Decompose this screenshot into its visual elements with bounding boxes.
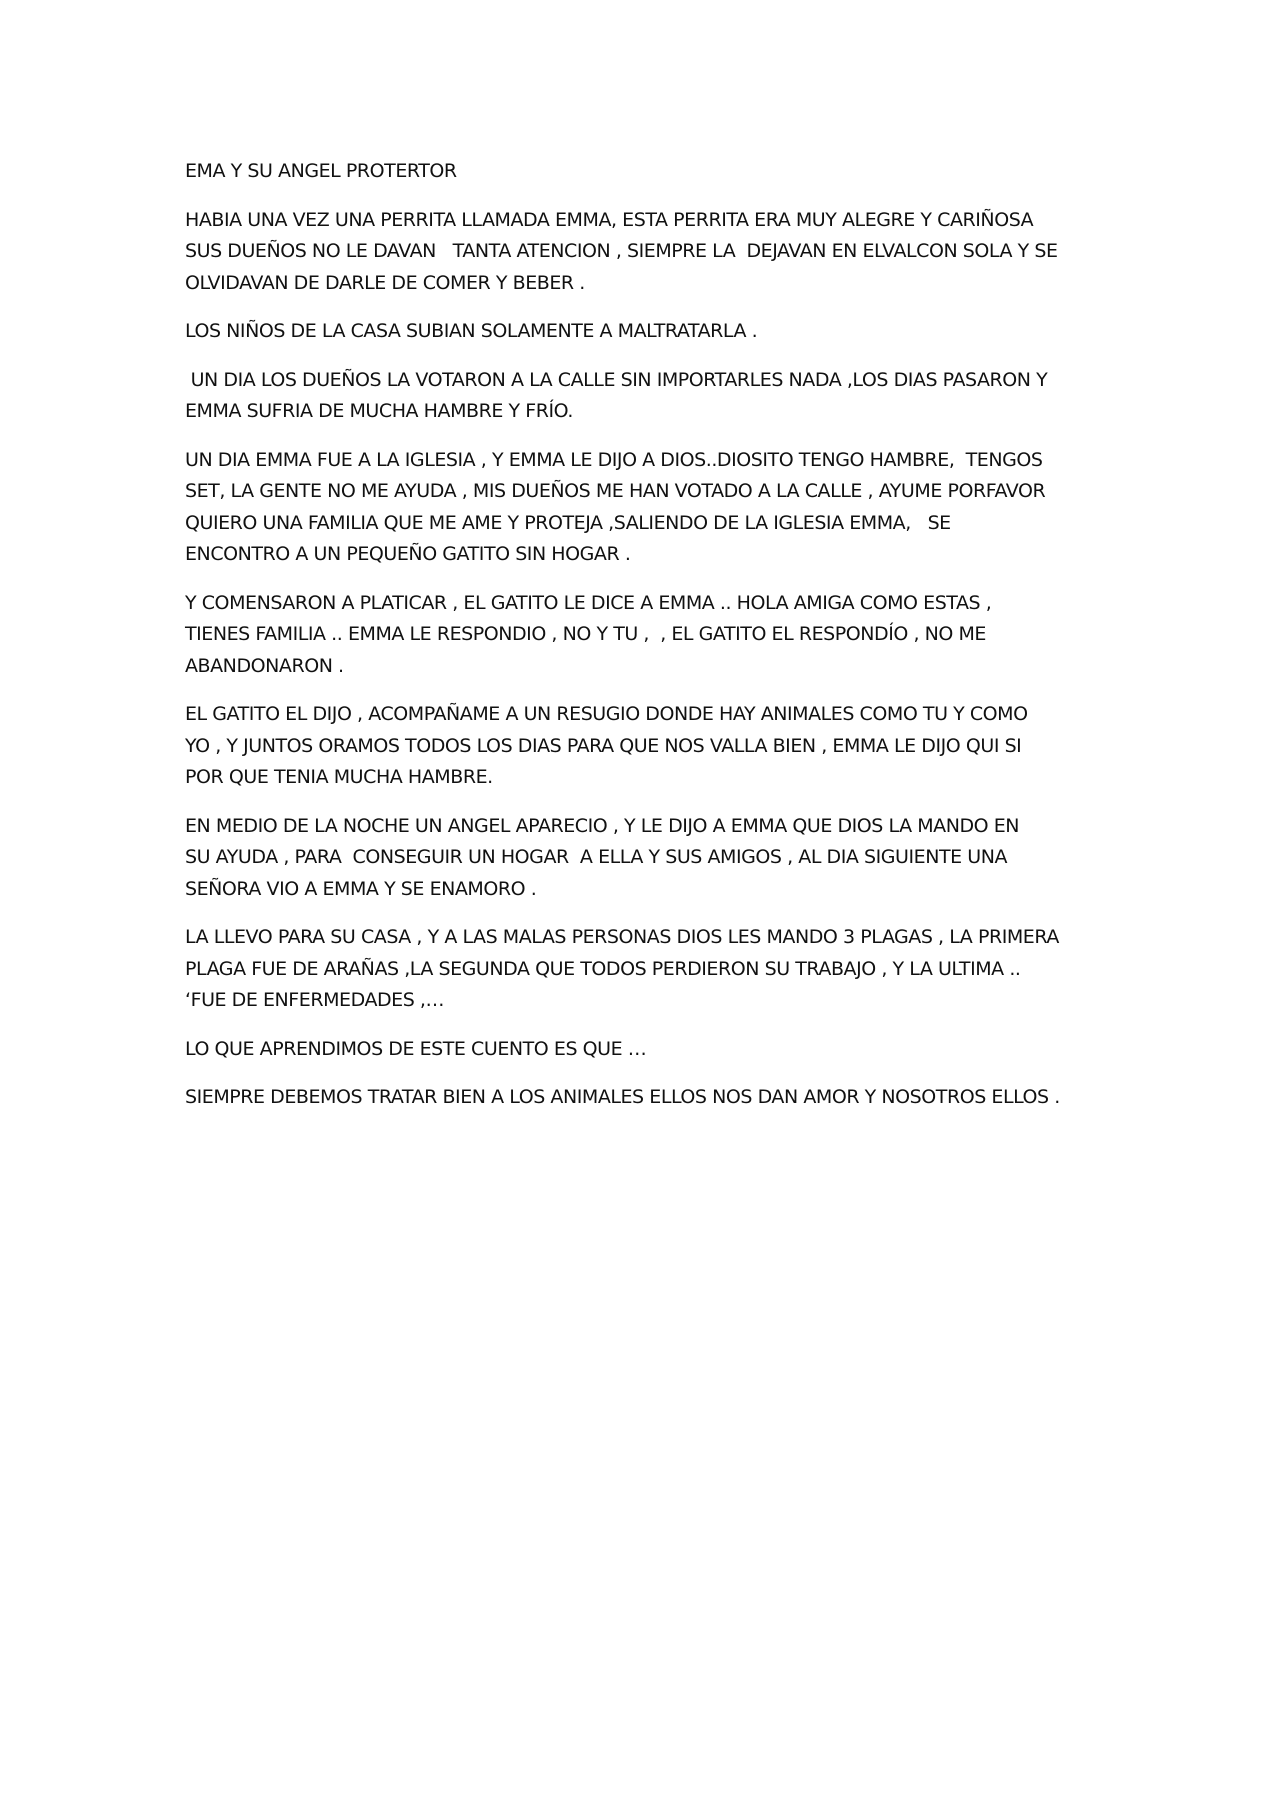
paragraph-line: UN DIA EMMA FUE A LA IGLESIA , Y EMMA LE DIJO A DIOS..DIOSITO TENGO HAMBRE, TENGOS [185,448,1043,471]
paragraph-line: EMMA SUFRIA DE MUCHA HAMBRE Y FRÍO. [185,400,573,422]
paragraph-3 [185,365,1105,428]
paragraph-line: SU AYUDA , PARA CONSEGUIR UN HOGAR A ELLA Y SUS AMIGOS , AL DIA SIGUIENTE UNA [185,846,1008,868]
paragraph-line: SIEMPRE DEBEMOS TRATAR BIEN A LOS ANIMALES ELLOS NOS DAN AMOR Y NOSOTROS ELLOS . [185,1086,1060,1108]
document-title: EMA Y SU ANGEL PROTERTOR [185,160,457,182]
paragraph-line: EN MEDIO DE LA NOCHE UN ANGEL APARECIO , Y LE DIJO A EMMA QUE DIOS LA MANDO EN [185,814,1020,837]
paragraph-10 [185,1082,1105,1114]
paragraph-line: HABIA UNA VEZ UNA PERRITA LLAMADA EMMA, ESTA PERRITA ERA MUY ALEGRE Y CARIÑOSA [185,208,1034,231]
paragraph-line: YO , Y JUNTOS ORAMOS TODOS LOS DIAS PARA QUE NOS VALLA BIEN , EMMA LE DIJO QUI SI [185,734,1022,757]
paragraph-line: LOS NIÑOS DE LA CASA SUBIAN SOLAMENTE A MALTRATARLA . [185,320,758,342]
paragraph-8 [185,922,1105,1017]
paragraph-7 [185,811,1105,906]
paragraph-line: ENCONTRO A UN PEQUEÑO GATITO SIN HOGAR . [185,543,631,565]
document-body [185,156,1105,1131]
paragraph-line: Y COMENSARON A PLATICAR , EL GATITO LE DICE A EMMA .. HOLA AMIGA COMO ESTAS , [185,591,992,614]
paragraph-line: ‘FUE DE ENFERMEDADES ,… [185,989,445,1011]
paragraph-line: SEÑORA VIO A EMMA Y SE ENAMORO . [185,877,537,900]
paragraph-line: UN DIA LOS DUEÑOS LA VOTARON A LA CALLE SIN IMPORTARLES NADA ,LOS DIAS PASARON Y [185,368,1048,391]
paragraph-6 [185,699,1105,794]
paragraph-line: EL GATITO EL DIJO , ACOMPAÑAME A UN RESUGIO DONDE HAY ANIMALES COMO TU Y COMO [185,703,1028,725]
paragraph-line: SET, LA GENTE NO ME AYUDA , MIS DUEÑOS ME HAN VOTADO A LA CALLE , AYUME PORFAVOR [185,480,1046,502]
paragraph-line: PLAGA FUE DE ARAÑAS ,LA SEGUNDA QUE TODOS PERDIERON SU TRABAJO , Y LA ULTIMA .. [185,957,1021,980]
paragraph-4 [185,445,1105,571]
paragraph-line: ABANDONARON . [185,654,344,677]
paragraph-9 [185,1034,1105,1066]
paragraph-1 [185,205,1105,300]
paragraph-line: TIENES FAMILIA .. EMMA LE RESPONDIO , NO Y TU , , EL GATITO EL RESPONDÍO , NO ME [185,623,986,645]
paragraph-line: POR QUE TENIA MUCHA HAMBRE. [185,766,493,788]
paragraph-line: LA LLEVO PARA SU CASA , Y A LAS MALAS PERSONAS DIOS LES MANDO 3 PLAGAS , LA PRIMERA [185,926,1059,948]
paragraph-line: SUS DUEÑOS NO LE DAVAN TANTA ATENCION , SIEMPRE LA DEJAVAN EN ELVALCON SOLA Y SE [185,240,1058,262]
paragraph-line: OLVIDAVAN DE DARLE DE COMER Y BEBER . [185,271,585,294]
paragraph-5 [185,588,1105,683]
paragraph-line: QUIERO UNA FAMILIA QUE ME AME Y PROTEJA ,SALIENDO DE LA IGLESIA EMMA, SE [185,511,951,534]
paragraph-2 [185,316,1105,348]
paragraph-line: LO QUE APRENDIMOS DE ESTE CUENTO ES QUE … [185,1037,647,1060]
